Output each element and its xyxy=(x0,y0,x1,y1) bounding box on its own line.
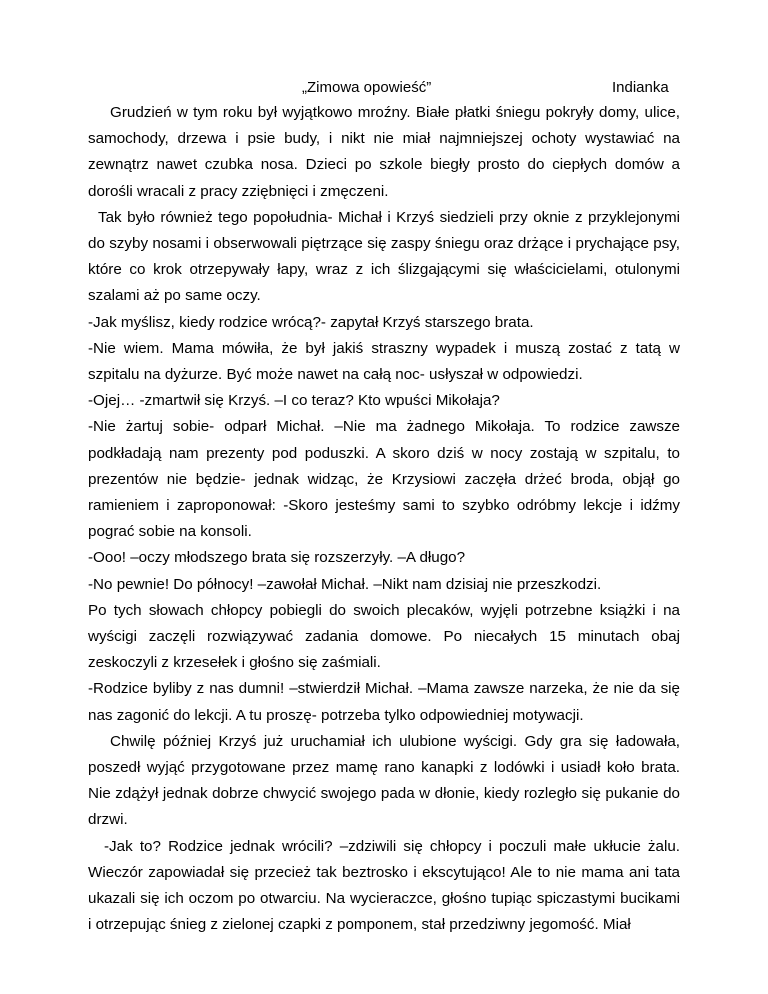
paragraph: -Ojej… -zmartwił się Krzyś. –I co teraz? Kto wpuści Mikołaja? xyxy=(88,392,500,410)
paragraph: -Jak myślisz, kiedy rodzice wrócą?- zapytał Krzyś starszego brata. xyxy=(88,313,534,331)
story-title: „Zimowa opowieść” xyxy=(302,79,432,96)
document-header xyxy=(88,76,680,100)
document-page xyxy=(88,76,680,939)
paragraph: -Jak to? Rodzice jednak wrócili? –zdziwili się chłopcy i poczuli małe ukłucie żalu. Wieczór zapowiadał się przecież tak beztrosko i ekscytująco! Ale to nie mama ani tata ukazali się ich oczom po otwarciu. Na wycieraczce, głośno tupiąc spiczastymi bucikami i otrzepując śnieg z zielonej czapki z pomponem, stał przedziwny jegomość. Miał xyxy=(88,837,680,934)
paragraph: -Nie wiem. Mama mówiła, że był jakiś straszny wypadek i muszą zostać z tatą w szpitalu na dyżurze. Być może nawet na całą noc- usłyszał w odpowiedzi. xyxy=(88,339,680,384)
story-body xyxy=(88,100,680,939)
paragraph: -Nie żartuj sobie- odparł Michał. –Nie ma żadnego Mikołaja. To rodzice zawsze podkładają nam prezenty pod poduszki. A skoro dziś w nocy zostają w szpitalu, to prezentów nie będzie- jednak widząc, że Krzysiowi zaczęła drżeć broda, objął go ramieniem i zaproponował: -Skoro jesteśmy sami to szybko odróbmy lekcje i idźmy pograć sobie na konsoli. xyxy=(88,418,680,541)
paragraph: -Rodzice byliby z nas dumni! –stwierdził Michał. –Mama zawsze narzeka, że nie da się nas zagonić do lekcji. A tu proszę- potrzeba tylko odpowiedniej motywacji. xyxy=(88,680,680,724)
paragraph: Po tych słowach chłopcy pobiegli do swoich plecaków, wyjęli potrzebne książki i na wyścigi zaczęli rozwiązywać zadania domowe. Po niecałych 15 minutach obaj zeskoczyli z krzesełek i głośno się zaśmiali. xyxy=(88,601,680,672)
author-name: Indianka xyxy=(612,79,669,96)
paragraph: Tak było również tego popołudnia- Michał i Krzyś siedzieli przy oknie z przyklejonymi do szyby nosami i obserwowali piętrzące się zaspy śniegu oraz drżące i prychające psy, które co krok otrzepywały łapy, wraz z ich ślizgającymi się właścicielami, otulonymi szalami aż po same oczy. xyxy=(88,208,680,305)
paragraph: -No pewnie! Do północy! –zawołał Michał. –Nikt nam dzisiaj nie przeszkodzi. xyxy=(88,575,602,593)
paragraph: -Ooo! –oczy młodszego brata się rozszerzyły. –A długo? xyxy=(88,549,466,567)
paragraph: Grudzień w tym roku był wyjątkowo mroźny. Białe płatki śniegu pokryły domy, ulice, samochody, drzewa i psie budy, i nikt nie miał najmniejszej ochoty wystawiać na zewnątrz nawet czubka nosa. Dzieci po szkole biegły prosto do ciepłych domów a dorośli wracali z pracy zziębnięci i zmęczeni. xyxy=(88,104,680,200)
paragraph: Chwilę później Krzyś już uruchamiał ich ulubione wyścigi. Gdy gra się ładowała, poszedł wyjąć przygotowane przez mamę rano kanapki z lodówki i usiadł koło brata. Nie zdążył jednak dobrze chwycić swojego pada w dłonie, kiedy rozległo się pukanie do drzwi. xyxy=(88,732,680,829)
